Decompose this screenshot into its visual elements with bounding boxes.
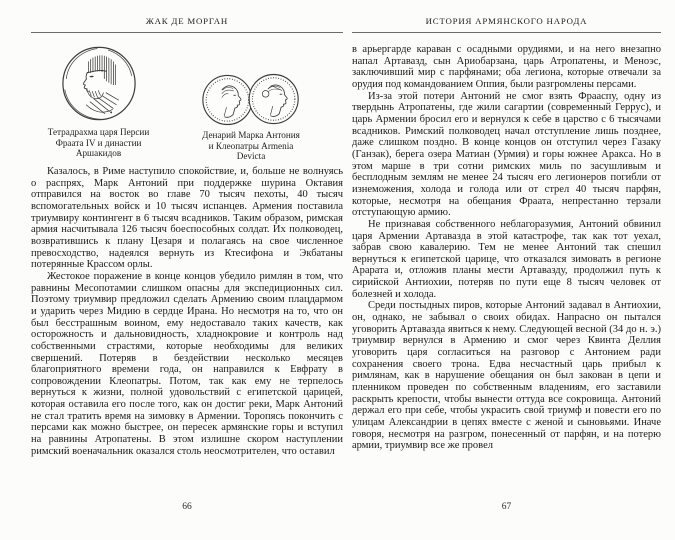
- cleopatra-coin: [249, 75, 298, 124]
- header-rule: [352, 32, 661, 33]
- figure-denarius: [166, 44, 336, 162]
- antony-coin: [203, 75, 252, 124]
- right-page-body: [352, 44, 661, 452]
- running-head-author: ЖАК ДЕ МОРГАН: [145, 16, 229, 26]
- left-page-content: [31, 44, 343, 457]
- coin-engraving-icon: [61, 44, 137, 123]
- tetradrachm-caption: [31, 127, 166, 159]
- coin-figures: [31, 44, 343, 166]
- tetradrachm-coin-illustration: [31, 44, 166, 123]
- left-page-body: [31, 166, 343, 457]
- caption-line: Фраата IV и династии: [55, 137, 142, 148]
- paragraph: Жестокое поражение в конце концов убедило римлян в том, что равнины Месопотамии слишком опасны для экспедиционных сил. Поэтому триумвир предложил сделать Армению своим плацдармом и ударить через Мидию в сердце Ирана. Но несмотря на то, что он был бесстрашным воином, ему недоставало таких качеств, как осторожность и дальновидность, хладнокровие и контроль над собственными страстями, которые необходимы для великих свершений. Потеряв в бездействии несколько месяцев благоприятного времени года, он направился к Евфрату в сопровождении Клеопатры. Потом, так как ему не терпелось вернуться к жизни, полной удовольствий с египетской царицей, которая оставила его после того, как он достиг реки, Марк Антоний не стал тратить время на зимовку в Армении. Торопясь покончить с персами как можно быстрее, он пересек армянские горы и вступил на равнины Атропатены. В этом излишне скором наступлении римский военачальник оказался столь неосмотрителен, что оставил: [31, 270, 343, 457]
- coin-pair-engraving-icon: [201, 73, 301, 126]
- denarius-coins-illustration: [166, 73, 336, 126]
- page-number-right: 67: [501, 502, 512, 512]
- paragraph: Среди постыдных пиров, которые Антоний задавал в Антиохии, он, однако, не забывал о своих обидах. Напрасно он пытался уговорить Артавазда явиться к нему. Следующей весной (34 до н. э.) триумвир вернулся в Армению и смог через Квинта Деллия уговорить царя согласиться на разговор с Антонием ради сохранения своего трона. Едва несчастный царь прибыл к римлянам, как в нарушение обещания он был закован в цепи и пленником проведен по собственным владениям, его заставили раскрыть крепости, чтобы вынести оттуда все сокровища. Антоний держал его при себе, чтобы украсить свой триумф и повести его по улицам Александрии в цепях вместе с женой и сыновьями. Иначе говоря, несмотря на разгром, понесенный от парфян, и на потерю армии, триумвир все же провел: [352, 300, 661, 452]
- header-rule: [31, 32, 343, 33]
- right-page: [352, 0, 661, 540]
- running-head-book-title: ИСТОРИЯ АРМЯНСКОГО НАРОДА: [425, 16, 588, 26]
- caption-line: Devicta: [236, 151, 266, 162]
- caption-line: Аршакидов: [75, 148, 122, 159]
- caption-line: Денарий Марка Антония: [202, 130, 300, 140]
- paragraph: Казалось, в Риме наступило спокойствие, и, больше не волнуясь о распрях, Марк Антоний при поддержке шурина Октавия отправился на восток во главе 70 тысяч пехоты, 40 тысяч вспомогательных войск и 10 тысяч испанцев. Армения поставила триумвиру контингент в 6 тысяч всадников. Таким образом, римская армия насчитывала 126 тысяч боеспособных солдат. Их полководец, возвратившись к плану Цезаря и полагаясь на свое численное превосходство, надеялся вернуть из Ктесифона и Экбатаны потерянные Крассом орлы.: [31, 166, 343, 271]
- caption-line: и Клеопатры Armenia: [208, 140, 294, 151]
- denarius-caption: [166, 130, 336, 162]
- caption-line: Тетрадрахма царя Персии: [47, 127, 150, 137]
- page-number-left: 66: [182, 502, 192, 512]
- paragraph: Не признавая собственного неблагоразумия, Антоний обвинил царя Армении Артавазда в этой катастрофе, так как тот уехал, забрав свою кавалерию. Тем не менее Антоний так спешил вернуться к египетской царице, что отказался зимовать в регионе Арарата и, отложив планы мести Артавазду, продолжил путь к сирийской Антиохии, потеряв по пути еще 8 тысяч человек от болезней и холода.: [352, 218, 661, 300]
- left-page: [31, 0, 343, 540]
- figure-tetradrachm: [31, 44, 166, 159]
- paragraph: в арьергарде караван с осадными орудиями, и на него внезапно напал Артавазд, сын Ариобарзана, царь Атропатены, и Меноэс, заключивший мир с парфянами; оба легиона, которые отвечали за орудия под командованием Оппия, были разгромлены персами.: [352, 44, 661, 90]
- paragraph: Из-за этой потери Антоний не смог взять Фрааспу, одну из твердынь Атропатены, где жили сагартии (современный Геррус), и царь Армении бросил его и вернулся к себе в царство с 6 тысячами всадников. Римский полководец начал отступление лишь позднее, даже слишком поздно. В конце концов он отступил через Газаку (Ганзак), берега озера Матиан (Урмия) и горы южнее Аракса. Но в этом марше в три сотни римских миль по засушливым и бесплодным землям не менее 24 тысяч его легионеров погибли от изнеможения, холода и голода или от стрел 40 тысяч парфян, которые, несмотря на обещания Фраата, непрестанно терзали отступающую армию.: [352, 90, 661, 219]
